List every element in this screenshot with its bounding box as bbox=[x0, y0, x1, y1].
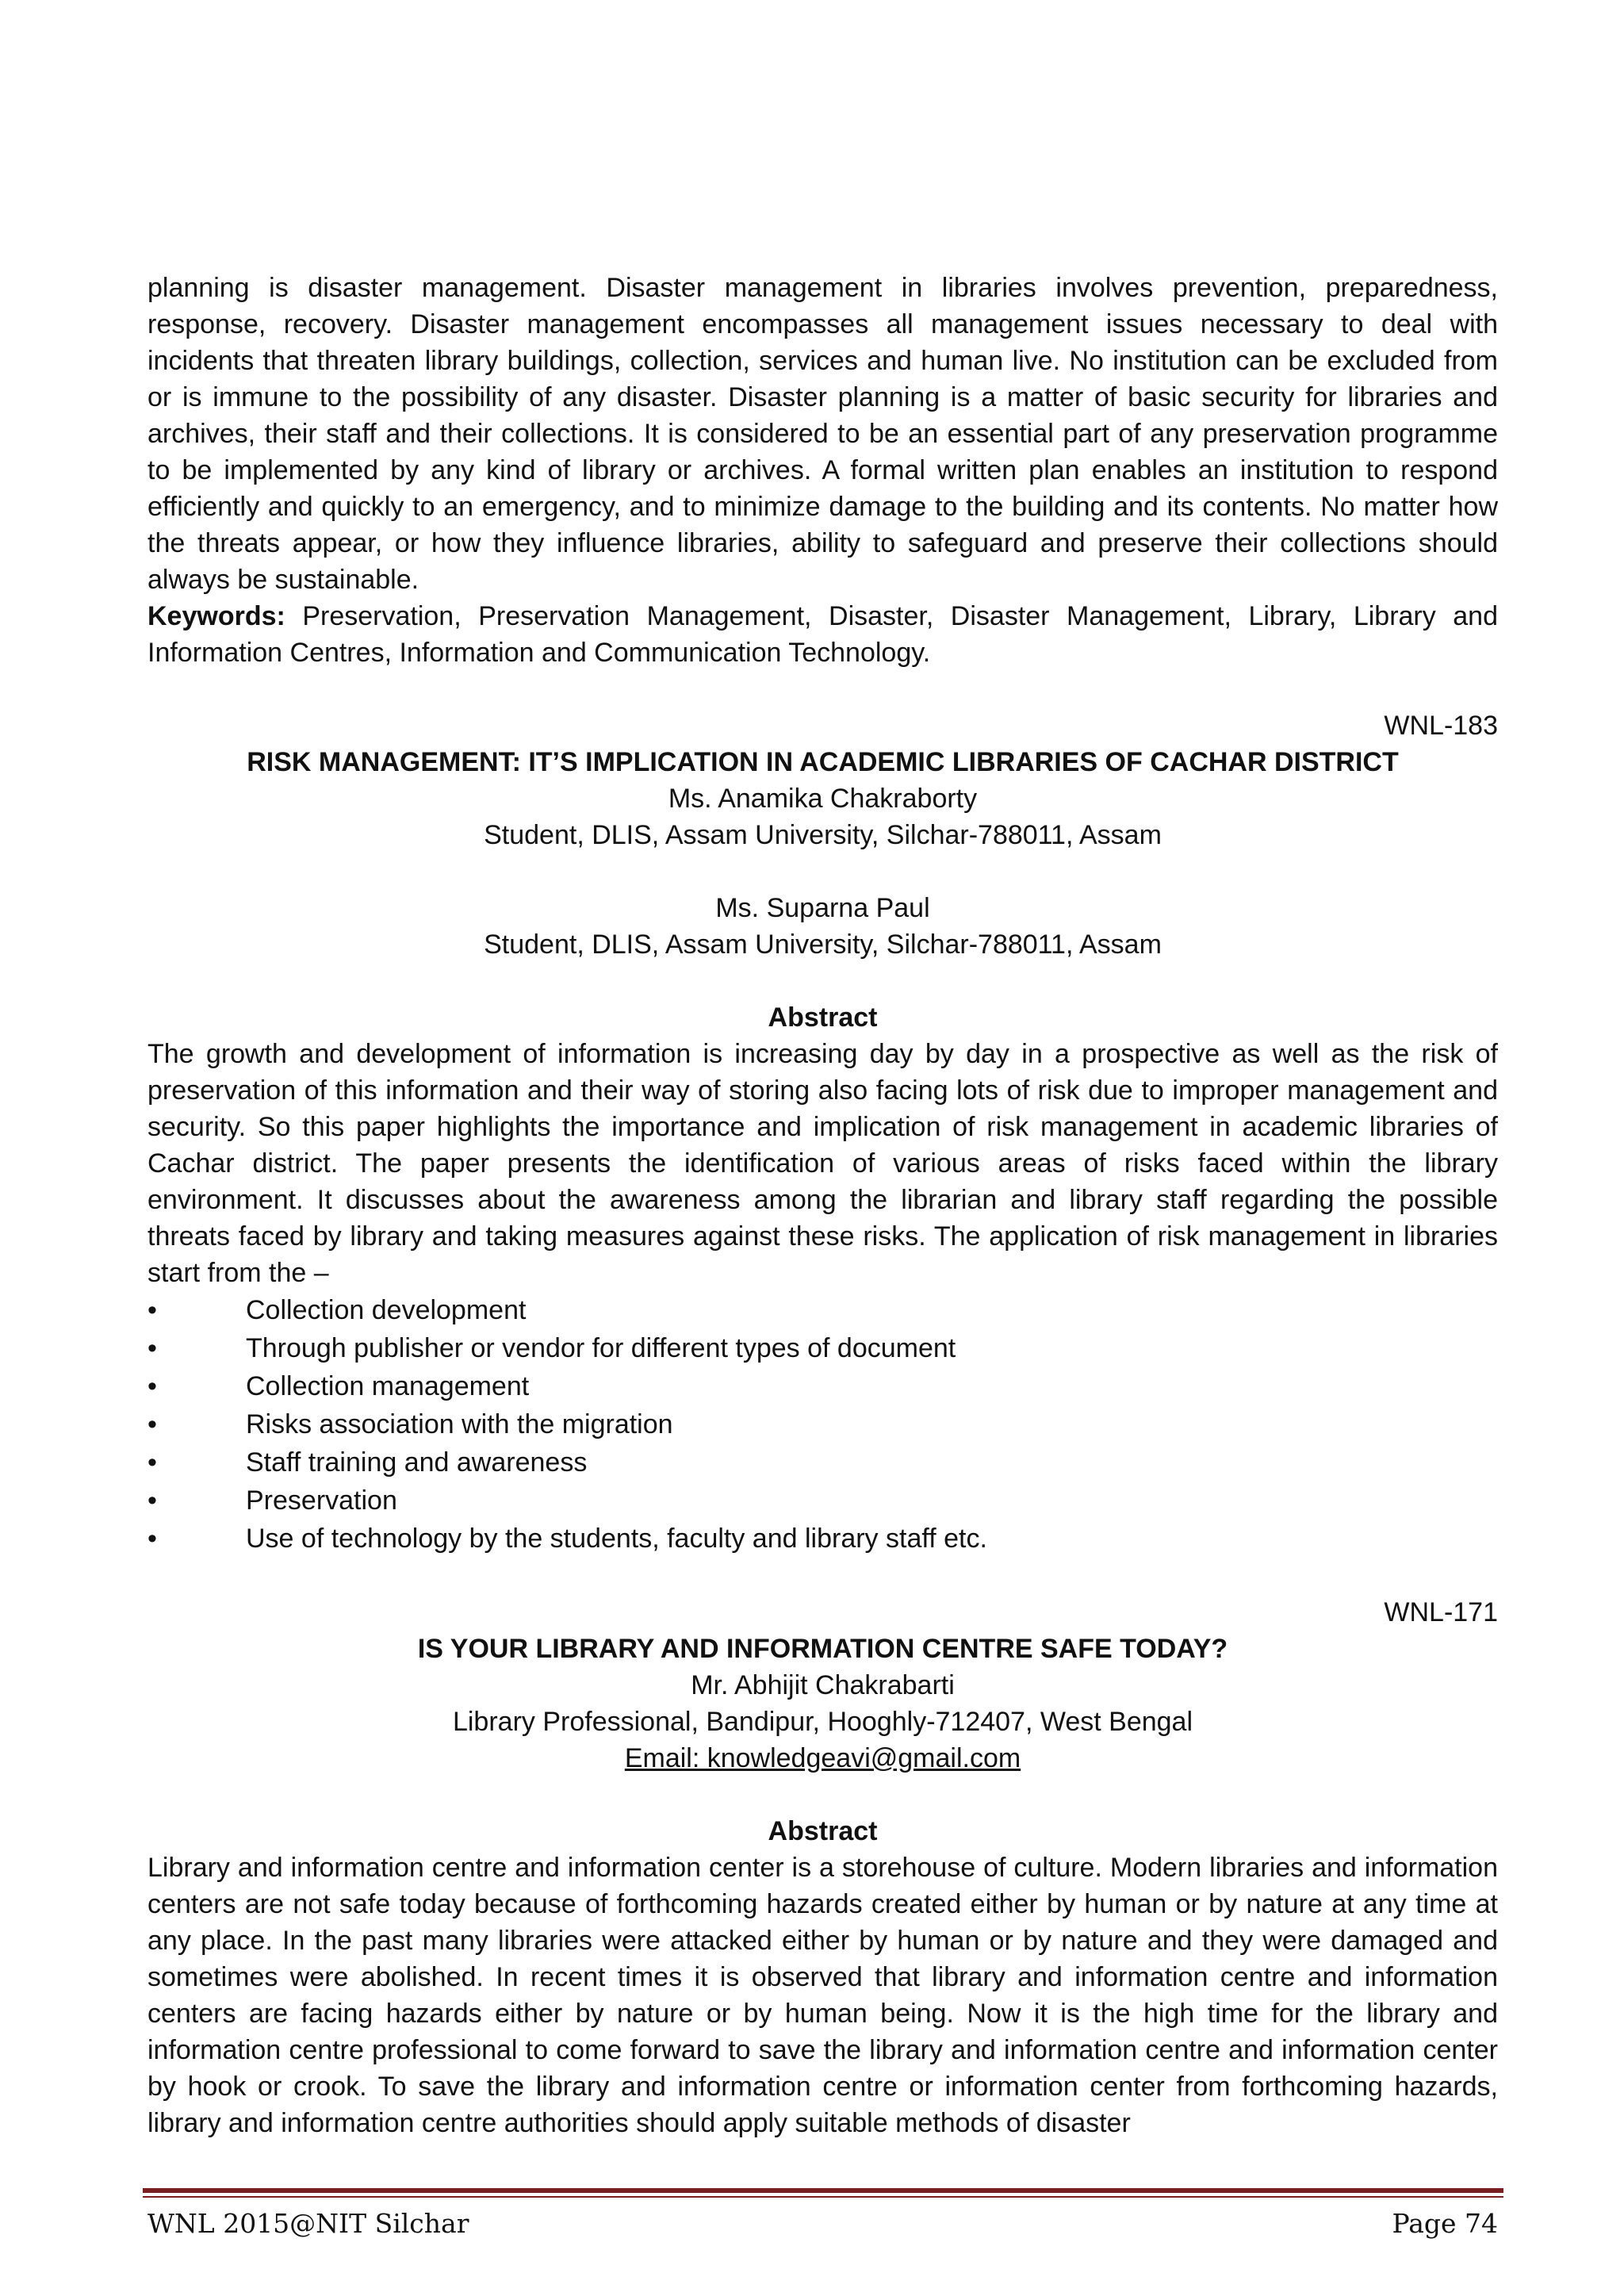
bullet-icon: • bbox=[147, 1371, 157, 1401]
footer-conference: WNL 2015@NIT Silchar bbox=[147, 2208, 469, 2239]
list-item-text: Use of technology by the students, faculty and library staff etc. bbox=[246, 1524, 987, 1554]
page-body bbox=[147, 270, 1498, 2141]
bullet-icon: • bbox=[147, 1409, 157, 1439]
bullet-icon: • bbox=[147, 1485, 157, 1516]
abstract-heading: Abstract bbox=[768, 1816, 878, 1846]
bullet-icon: • bbox=[147, 1295, 157, 1325]
list-item-text: Risks association with the migration bbox=[246, 1409, 673, 1439]
abstract-heading: Abstract bbox=[768, 1002, 878, 1033]
abstract-text: Library and information centre and information center is a storehouse of culture. Modern libraries and information centers are not safe today because of forthcoming hazards created either by human or by nature at any time at any place. In the past many libraries were attacked either by human or by nature and they were damaged and sometimes were abolished. In recent times it is observed that library and information centre and information centers are facing hazards either by nature or by human being. Now it is the high time for the library and information centre professional to come forward to save the library and information centre and information center by hook or crook. To save the library and information centre or information center from forthcoming hazards, library and information centre authorities should apply suitable methods of disaster bbox=[147, 1853, 1498, 2138]
list-item bbox=[147, 1291, 1498, 1329]
paper-title: IS YOUR LIBRARY AND INFORMATION CENTRE SAFE TODAY? bbox=[417, 1634, 1228, 1664]
list-item bbox=[147, 1405, 1498, 1443]
paper-wnl-183 bbox=[147, 707, 1498, 1558]
abstract-text: The growth and development of information is increasing day by day in a prospective as well as the risk of preservation of this information and their way of storing also facing lots of risk due to improper management and security. So this paper highlights the importance and implication of risk management in academic libraries of Cachar district. The paper presents the identification of various areas of risks faced within the library environment. It discusses about the awareness among the librarian and library staff regarding the possible threats faced by library and taking measures against these risks. The application of risk management in libraries start from the – bbox=[147, 1039, 1498, 1288]
spacer bbox=[147, 671, 1498, 707]
paper-code: WNL-171 bbox=[1384, 1597, 1498, 1627]
list-item bbox=[147, 1329, 1498, 1367]
author-affiliation: Library Professional, Bandipur, Hooghly-712407, West Bengal bbox=[452, 1707, 1193, 1737]
author-email-link[interactable]: Email: knowledgeavi@gmail.com bbox=[624, 1743, 1021, 1773]
page-number: Page 74 bbox=[1392, 2208, 1498, 2239]
author-affiliation: Student, DLIS, Assam University, Silchar-788011, Assam bbox=[484, 820, 1162, 850]
author-name: Ms. Anamika Chakraborty bbox=[668, 784, 978, 814]
keywords-text: Preservation, Preservation Management, Disaster, Disaster Management, Library, Library and Information Centres, Information and Communication Technology. bbox=[147, 601, 1498, 668]
list-item bbox=[147, 1481, 1498, 1520]
author-email-line bbox=[147, 1740, 1498, 1777]
keywords-label: Keywords: bbox=[147, 601, 285, 631]
list-item bbox=[147, 1443, 1498, 1481]
list-item-text: Collection development bbox=[246, 1295, 527, 1325]
author-name: Mr. Abhijit Chakrabarti bbox=[691, 1670, 955, 1700]
intro-paragraph: planning is disaster management. Disaster management in libraries involves prevention, preparedness, response, recovery. Disaster management encompasses all management issues necessary to deal with incidents that threaten library buildings, collection, services and human live. No institution can be excluded from or is immune to the possibility of any disaster. Disaster planning is a matter of basic security for libraries and archives, their staff and their collections. It is considered to be an essential part of any preservation programme to be implemented by any kind of library or archives. A formal written plan enables an institution to respond efficiently and quickly to an emergency, and to minimize damage to the building and its contents. No matter how the threats appear, or how they influence libraries, ability to safeguard and preserve their collections should always be sustainable. bbox=[147, 273, 1498, 595]
spacer bbox=[147, 853, 1498, 890]
list-item-text: Staff training and awareness bbox=[246, 1447, 588, 1478]
bullet-icon: • bbox=[147, 1524, 157, 1554]
bullet-icon: • bbox=[147, 1447, 157, 1478]
author-affiliation: Student, DLIS, Assam University, Silchar-788011, Assam bbox=[484, 930, 1162, 960]
paper-title: RISK MANAGEMENT: IT’S IMPLICATION IN ACADEMIC LIBRARIES OF CACHAR DISTRICT bbox=[247, 747, 1399, 777]
author-name: Ms. Suparna Paul bbox=[715, 893, 930, 923]
footer-rule bbox=[143, 2188, 1503, 2193]
paper-wnl-171 bbox=[147, 1594, 1498, 2141]
spacer bbox=[147, 963, 1498, 999]
paper-code: WNL-183 bbox=[1384, 711, 1498, 741]
spacer bbox=[147, 1558, 1498, 1594]
list-item-text: Through publisher or vendor for different types of document bbox=[246, 1333, 956, 1363]
keywords-line bbox=[147, 598, 1498, 671]
footer-rule-thin bbox=[143, 2196, 1503, 2198]
list-item bbox=[147, 1520, 1498, 1558]
bullet-icon: • bbox=[147, 1333, 157, 1363]
list-item-text: Preservation bbox=[246, 1485, 397, 1516]
list-item bbox=[147, 1367, 1498, 1405]
bullet-list bbox=[147, 1291, 1498, 1558]
spacer bbox=[147, 1777, 1498, 1813]
list-item-text: Collection management bbox=[246, 1371, 530, 1401]
